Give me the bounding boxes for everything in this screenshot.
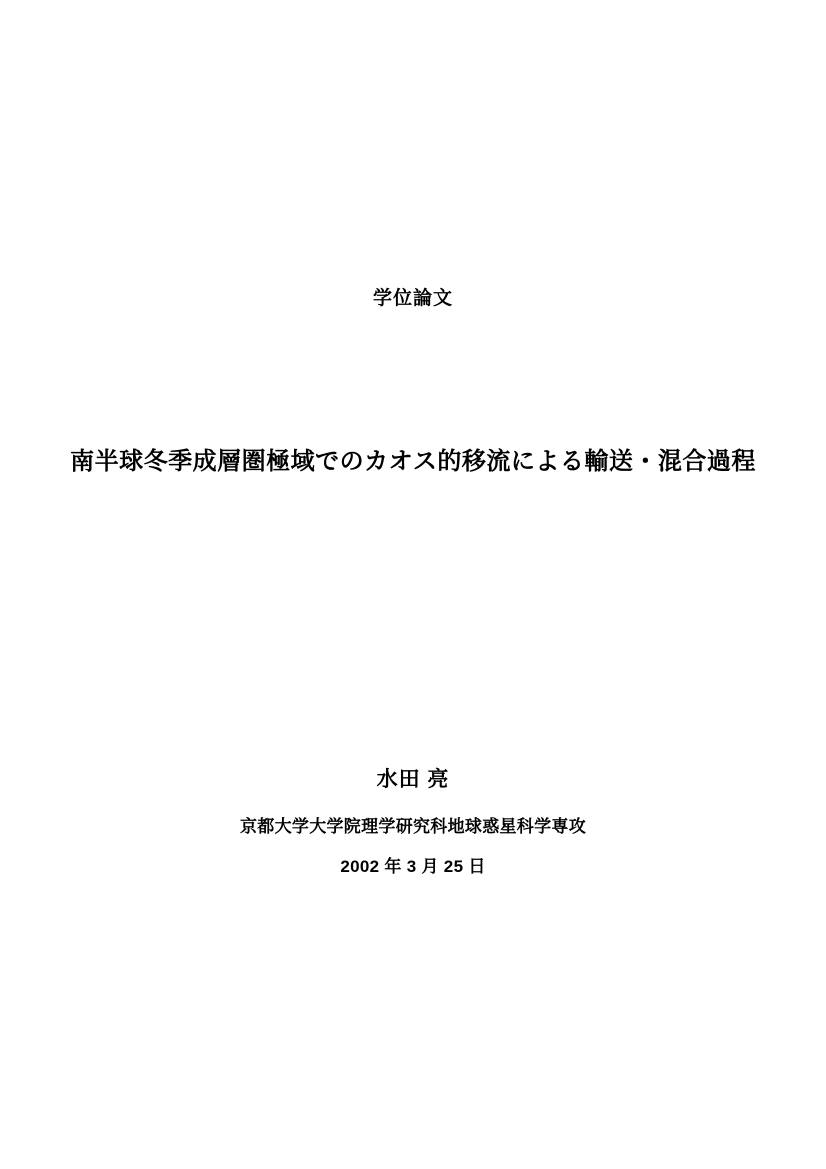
author-affiliation: 京都大学大学院理学研究科地球惑星科学専攻 bbox=[240, 817, 586, 836]
document-type-label: 学位論文 bbox=[372, 288, 453, 309]
author-name: 水田 亮 bbox=[376, 768, 450, 791]
submission-date: 2002 年 3 月 25 日 bbox=[340, 857, 486, 876]
page-title: 南半球冬季成層圏極域でのカオス的移流による輸送・混合過程 bbox=[70, 448, 756, 475]
